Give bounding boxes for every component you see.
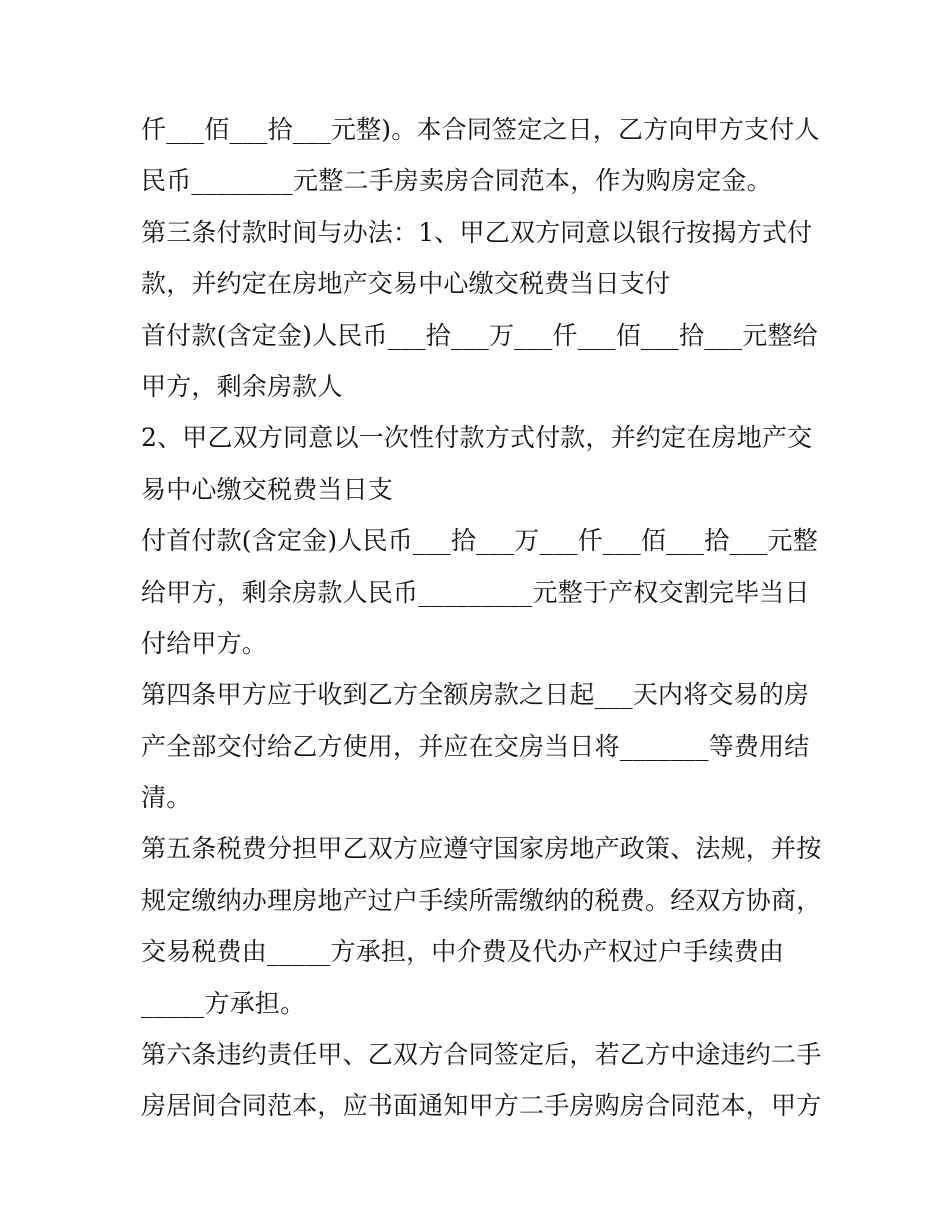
text-line: 首付款(含定金)人民币___拾___万___仟___佰___拾___元整给 xyxy=(141,320,818,350)
text-line: _____方承担。 xyxy=(141,988,306,1018)
text-line: 易中心缴交税费当日支 xyxy=(141,474,394,504)
text-line: 付首付款(含定金)人民币___拾___万___仟___佰___拾___元整 xyxy=(141,526,818,556)
text-line: 交易税费由_____方承担，中介费及代办产权过户手续费由 xyxy=(141,937,785,967)
text-line: 付给甲方。 xyxy=(141,628,268,658)
text-line: 产全部交付给乙方使用，并应在交房当日将_______等费用结 xyxy=(141,731,810,761)
text-line: 甲方，剩余房款人 xyxy=(141,371,343,401)
text-line: 第三条付款时间与办法：1、甲乙双方同意以银行按揭方式付 xyxy=(141,217,813,247)
text-line: 民币________元整二手房卖房合同范本，作为购房定金。 xyxy=(141,166,772,196)
text-line: 款，并约定在房地产交易中心缴交税费当日支付 xyxy=(141,269,671,299)
text-line: 第六条违约责任甲、乙双方合同签定后，若乙方中途违约二手 xyxy=(141,1040,822,1070)
text-line: 给甲方，剩余房款人民币_________元整于产权交割完毕当日 xyxy=(141,577,810,607)
text-line: 2、甲乙双方同意以一次性付款方式付款，并约定在房地产交 xyxy=(141,423,813,453)
text-line: 第四条甲方应于收到乙方全额房款之日起___天内将交易的房 xyxy=(141,680,810,710)
text-line: 房居间合同范本，应书面通知甲方二手房购房合同范本，甲方 xyxy=(141,1091,822,1121)
text-line: 规定缴纳办理房地产过户手续所需缴纳的税费。经双方协商， xyxy=(141,885,822,915)
text-line: 仟___佰___拾___元整)。本合同签定之日，乙方向甲方支付人 xyxy=(141,115,820,144)
text-line: 清。 xyxy=(141,783,192,813)
text-line: 第五条税费分担甲乙双方应遵守国家房地产政策、法规，并按 xyxy=(141,834,822,864)
document-body xyxy=(141,104,821,1132)
